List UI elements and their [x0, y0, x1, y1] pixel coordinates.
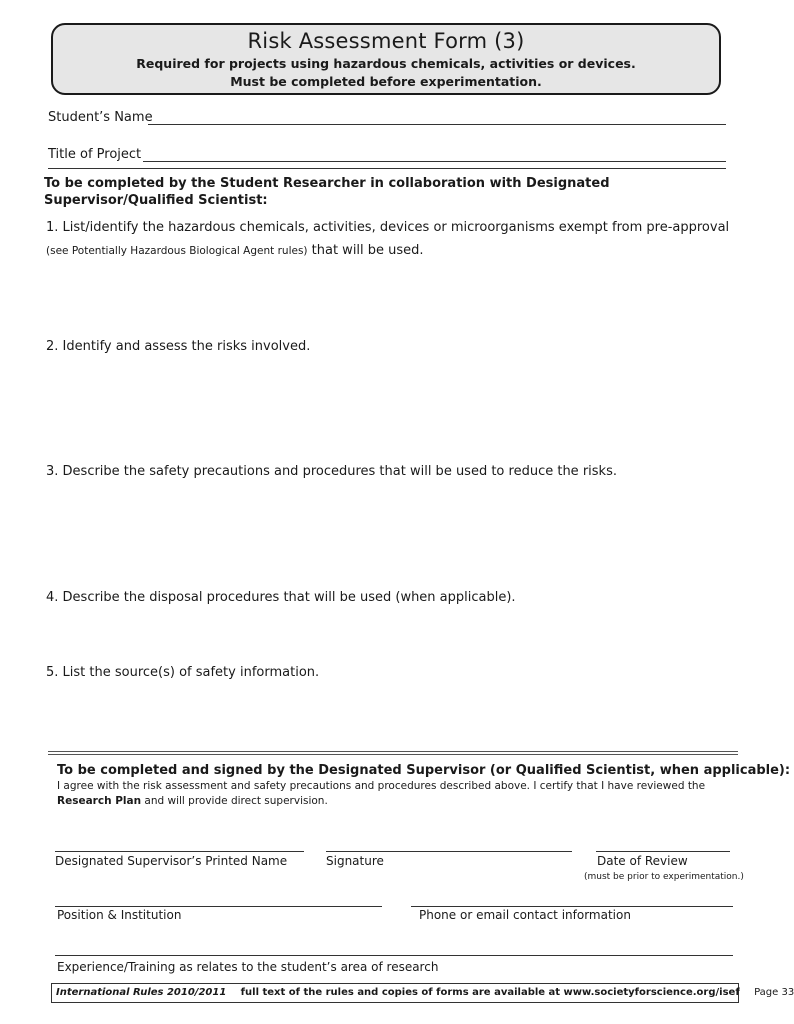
footer-text: full text of the rules and copies of forms are available at www.societyforscience.org/isef: [240, 987, 740, 998]
project-title-label: Title of Project: [48, 147, 142, 162]
question-1: 1. List/identify the hazardous chemicals, activities, devices or microorganisms exempt from pre-approval: [46, 220, 730, 235]
question-1-continuation: [46, 239, 424, 258]
section-divider: [48, 168, 726, 169]
question-5: 5. List the source(s) of safety information.: [46, 665, 320, 680]
footer-page-number: Page 33: [754, 987, 794, 998]
date-note: (must be prior to experimentation.): [584, 872, 744, 882]
supervisor-statement-line1: I agree with the risk assessment and safety precautions and procedures described above. I certify that I have reviewed the: [57, 780, 706, 792]
question-1-suffix: that will be used.: [307, 243, 424, 258]
question-3-answer-area[interactable]: [46, 485, 726, 580]
question-4-answer-area[interactable]: [46, 611, 726, 661]
question-3: 3. Describe the safety precautions and procedures that will be used to reduce the risks.: [46, 464, 617, 479]
student-instruction: To be completed by the Student Researcher in collaboration with Designated Supervisor/Qualified Scientist:: [44, 176, 610, 208]
contact-info-label: Phone or email contact information: [419, 908, 631, 922]
date-of-review-label: Date of Review: [597, 854, 688, 868]
question-1-answer-area[interactable]: [46, 262, 726, 332]
experience-field[interactable]: [55, 955, 733, 956]
question-5-answer-area[interactable]: [46, 686, 726, 746]
footer-rules: International Rules 2010/2011: [56, 987, 227, 998]
form-subtitle-line2: Must be completed before experimentation.: [230, 74, 542, 89]
question-4: 4. Describe the disposal procedures that will be used (when applicable).: [46, 590, 516, 605]
question-2-answer-area[interactable]: [46, 360, 726, 455]
form-header: [51, 23, 721, 95]
position-institution-field[interactable]: [55, 906, 382, 907]
student-name-field[interactable]: [148, 124, 726, 125]
printed-name-label: Designated Supervisor’s Printed Name: [55, 854, 288, 868]
page-footer: [51, 983, 794, 1003]
form-subtitle-line1: Required for projects using hazardous chemicals, activities or devices.: [136, 56, 636, 71]
experience-label: Experience/Training as relates to the student’s area of research: [57, 960, 439, 974]
form-title: Risk Assessment Form (3): [247, 29, 525, 53]
signature-label: Signature: [326, 854, 384, 868]
supervisor-heading: To be completed and signed by the Designated Supervisor (or Qualified Scientist, when applicable):: [57, 763, 791, 778]
contact-info-field[interactable]: [411, 906, 733, 907]
research-plan-bold: Research Plan: [57, 795, 142, 807]
position-institution-label: Position & Institution: [57, 908, 182, 922]
date-of-review-field[interactable]: [596, 851, 730, 852]
student-name-label: Student’s Name: [48, 110, 153, 125]
question-2: 2. Identify and assess the risks involved.: [46, 339, 311, 354]
signature-field[interactable]: [326, 851, 572, 852]
supervisor-statement-rest: and will provide direct supervision.: [141, 795, 328, 807]
supervisor-statement-line2: [57, 794, 328, 809]
supervisor-section-divider: [48, 751, 738, 755]
question-1-note: (see Potentially Hazardous Biological Agent rules): [46, 245, 308, 257]
printed-name-field[interactable]: [55, 851, 304, 852]
project-title-field[interactable]: [143, 161, 726, 162]
